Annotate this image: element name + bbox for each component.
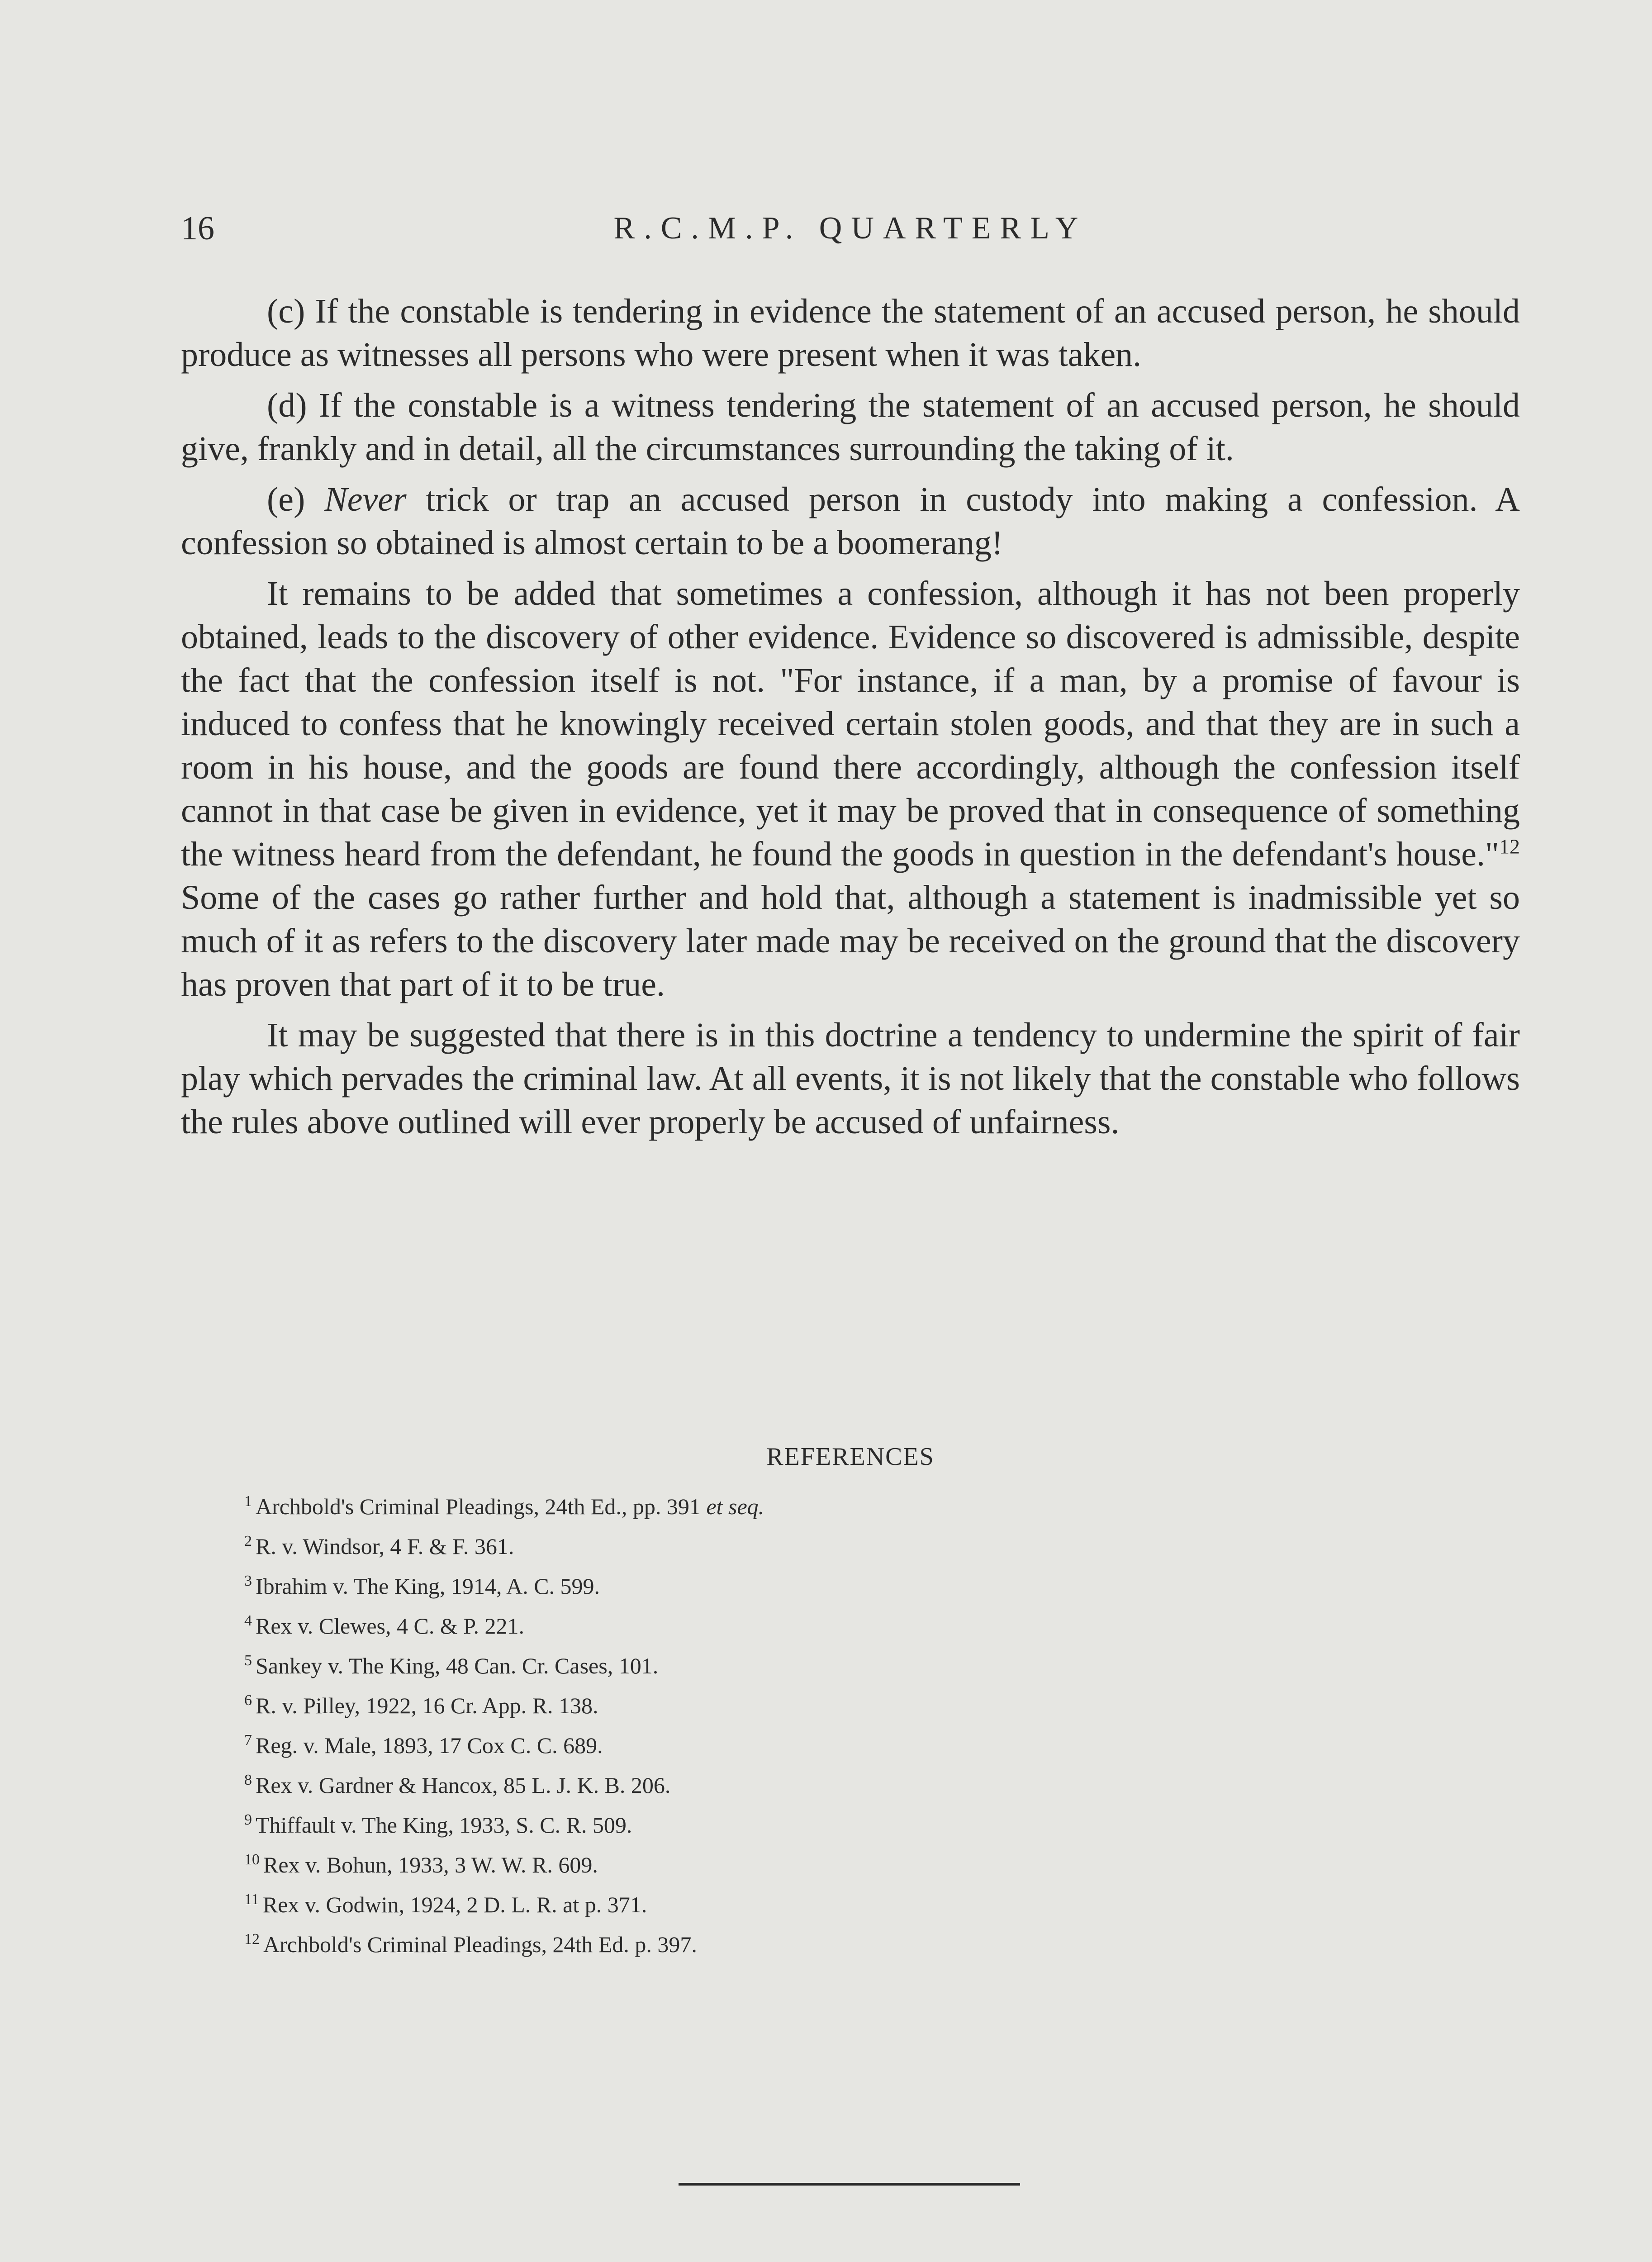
closing-rule: [679, 2183, 1020, 2186]
reference-item: [244, 1765, 1520, 1805]
reference-text: R. v. Windsor, 4 F. & F. 361.: [256, 1534, 514, 1559]
reference-item: [244, 1566, 1520, 1606]
reference-text: Archbold's Criminal Pleadings, 24th Ed. p. 397.: [263, 1932, 697, 1957]
reference-number: 12: [244, 1931, 260, 1948]
paragraph-e-text: trick or trap an accused person in custody into making a confession. A confession so obtained is almost certain to be a boomerang!: [181, 480, 1520, 562]
reference-item: [244, 1526, 1520, 1566]
page-header: [181, 204, 1520, 253]
reference-text: Rex v. Godwin, 1924, 2 D. L. R. at p. 371.: [262, 1892, 647, 1917]
reference-item: [244, 1925, 1520, 1964]
reference-text: R. v. Pilley, 1922, 16 Cr. App. R. 138.: [256, 1693, 598, 1718]
reference-text: Reg. v. Male, 1893, 17 Cox C. C. 689.: [256, 1733, 603, 1758]
reference-item: [244, 1606, 1520, 1646]
paragraph-it-may-be: It may be suggested that there is in this doctrine a tendency to undermine the spirit of fair play which pervades the criminal law. At all events, it is not likely that the constable who follows the rules above outlined will ever properly be accused of unfairness.: [181, 1016, 1520, 1141]
reference-text: Sankey v. The King, 48 Can. Cr. Cases, 101.: [256, 1653, 659, 1678]
reference-number: 5: [244, 1652, 252, 1669]
paragraph-it-remains: [181, 572, 1520, 1006]
reference-number: 6: [244, 1692, 252, 1709]
reference-text: Rex v. Gardner & Hancox, 85 L. J. K. B. 206.: [256, 1773, 671, 1798]
paragraph-e: [181, 478, 1520, 565]
reference-item: [244, 1646, 1520, 1686]
reference-text: Thiffault v. The King, 1933, S. C. R. 509.: [256, 1812, 632, 1838]
reference-text: Rex v. Clewes, 4 C. & P. 221.: [256, 1613, 524, 1639]
reference-item: [244, 1885, 1520, 1925]
reference-text: Ibrahim v. The King, 1914, A. C. 599.: [256, 1573, 600, 1599]
references-list: [181, 1487, 1520, 1964]
reference-item: [244, 1487, 1520, 1526]
reference-number: 3: [244, 1573, 252, 1590]
reference-number: 11: [244, 1891, 259, 1908]
page-number: 16: [181, 210, 214, 247]
reference-number: 8: [244, 1772, 252, 1789]
paragraph-it-remains-tail: Some of the cases go rather further and hold that, although a statement is inadmissible yet so much of it as refers to the discovery later made may be received on the ground that the discovery has proven that part of it to be true.: [181, 879, 1520, 1003]
paragraph-e-label: (e): [267, 480, 325, 518]
reference-number: 1: [244, 1493, 252, 1510]
footnote-marker-12: 12: [1499, 835, 1520, 858]
references-section: [181, 1439, 1520, 1964]
reference-item: [244, 1725, 1520, 1765]
references-title: REFERENCES: [766, 1443, 935, 1471]
reference-item: [244, 1845, 1520, 1885]
reference-number: 10: [244, 1851, 260, 1868]
reference-number: 2: [244, 1533, 252, 1550]
reference-number: 4: [244, 1612, 252, 1630]
reference-number: 7: [244, 1732, 252, 1749]
paragraph-c: (c) If the constable is tendering in evidence the statement of an accused person, he should produce as witnesses all persons who were present when it was taken.: [181, 292, 1520, 374]
body-text: [181, 290, 1520, 1151]
paragraph-d: (d) If the constable is a witness tendering the statement of an accused person, he should give, frankly and in detail, all the circumstances surrounding the taking of it.: [181, 386, 1520, 468]
running-head: R.C.M.P. QUARTERLY: [613, 211, 1087, 246]
reference-text: Archbold's Criminal Pleadings, 24th Ed., pp. 391: [256, 1494, 707, 1519]
reference-number: 9: [244, 1811, 252, 1829]
paragraph-e-emphasis: Never: [324, 480, 407, 518]
paragraph-it-remains-text: It remains to be added that sometimes a confession, although it has not been properly obtained, leads to the discovery of other evidence. Evidence so discovered is admissible, despite the fact that the confession itself is not. "For instance, if a man, by a promise of favour is induced to confess that he knowingly received certain stolen goods, and that they are in such a room in his house, and the goods are found there accordingly, although the confession itself cannot in that case be given in evidence, yet it may be proved that in consequence of something the witness heard from the defendant, he found the goods in question in the defendant's house.": [181, 575, 1520, 873]
reference-emphasis: et seq.: [706, 1494, 764, 1519]
reference-text: Rex v. Bohun, 1933, 3 W. W. R. 609.: [263, 1852, 598, 1877]
reference-item: [244, 1805, 1520, 1845]
reference-item: [244, 1686, 1520, 1725]
